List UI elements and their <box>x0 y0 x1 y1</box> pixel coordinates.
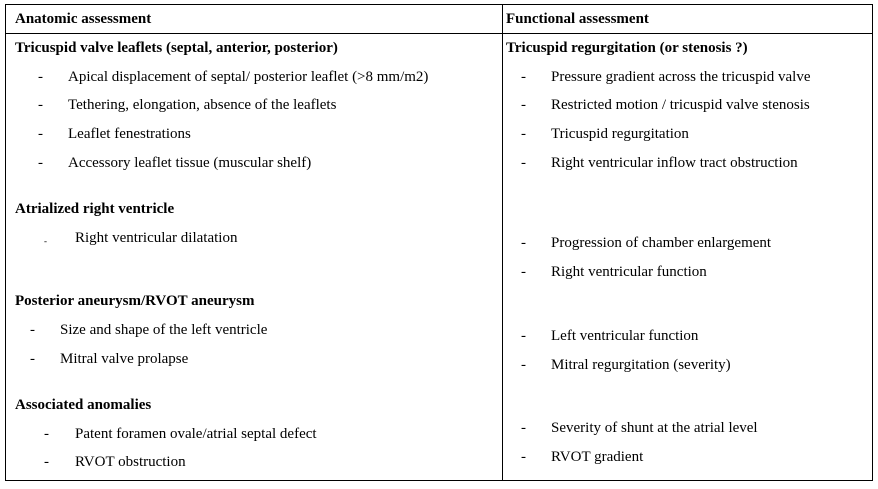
bullet: - <box>38 97 43 113</box>
section-title-aneurysm: Posterior aneurysm/RVOT aneurysm <box>15 293 255 309</box>
bullet: - <box>521 126 526 142</box>
bullet: - <box>38 126 43 142</box>
list-item: Accessory leaflet tissue (muscular shelf) <box>68 155 312 171</box>
list-item: Apical displacement of septal/ posterior leaflet (>8 mm/m2) <box>68 69 429 85</box>
list-item: Pressure gradient across the tricuspid valve <box>551 69 811 85</box>
bullet: - <box>521 328 526 344</box>
list-item: RVOT gradient <box>551 449 644 465</box>
bullet: - <box>521 155 526 171</box>
section-title-associated: Associated anomalies <box>15 397 152 413</box>
bullet: - <box>30 351 35 367</box>
list-item: Right ventricular inflow tract obstruction <box>551 155 798 171</box>
header-functional: Functional assessment <box>506 11 649 27</box>
bullet: - <box>44 426 49 442</box>
header-anatomic: Anatomic assessment <box>15 11 152 27</box>
bullet: - <box>44 236 47 246</box>
list-item: Severity of shunt at the atrial level <box>551 420 758 436</box>
header-divider <box>6 33 872 34</box>
section-title-atrialized: Atrialized right ventricle <box>15 201 175 217</box>
list-item: RVOT obstruction <box>75 454 186 470</box>
list-item: Tethering, elongation, absence of the leaflets <box>68 97 337 113</box>
column-divider <box>502 5 503 480</box>
bullet: - <box>30 322 35 338</box>
section-title-leaflets: Tricuspid valve leaflets (septal, anterior, posterior) <box>15 40 338 56</box>
bullet: - <box>521 264 526 280</box>
list-item: Restricted motion / tricuspid valve stenosis <box>551 97 810 113</box>
list-item: Size and shape of the left ventricle <box>60 322 268 338</box>
list-item: Left ventricular function <box>551 328 699 344</box>
list-item: Progression of chamber enlargement <box>551 235 772 251</box>
list-item: Right ventricular function <box>551 264 707 280</box>
bullet: - <box>521 69 526 85</box>
bullet: - <box>521 420 526 436</box>
list-item: Mitral regurgitation (severity) <box>551 357 731 373</box>
bullet: - <box>521 449 526 465</box>
bullet: - <box>521 357 526 373</box>
list-item: Patent foramen ovale/atrial septal defect <box>75 426 317 442</box>
list-item: Tricuspid regurgitation <box>551 126 689 142</box>
bullet: - <box>44 454 49 470</box>
section-title-regurgitation: Tricuspid regurgitation (or stenosis ?) <box>506 40 748 56</box>
bullet: - <box>38 69 43 85</box>
bullet: - <box>521 97 526 113</box>
bullet: - <box>38 155 43 171</box>
list-item: Mitral valve prolapse <box>60 351 189 367</box>
list-item: Leaflet fenestrations <box>68 126 191 142</box>
bullet: - <box>521 235 526 251</box>
list-item: Right ventricular dilatation <box>75 230 238 246</box>
